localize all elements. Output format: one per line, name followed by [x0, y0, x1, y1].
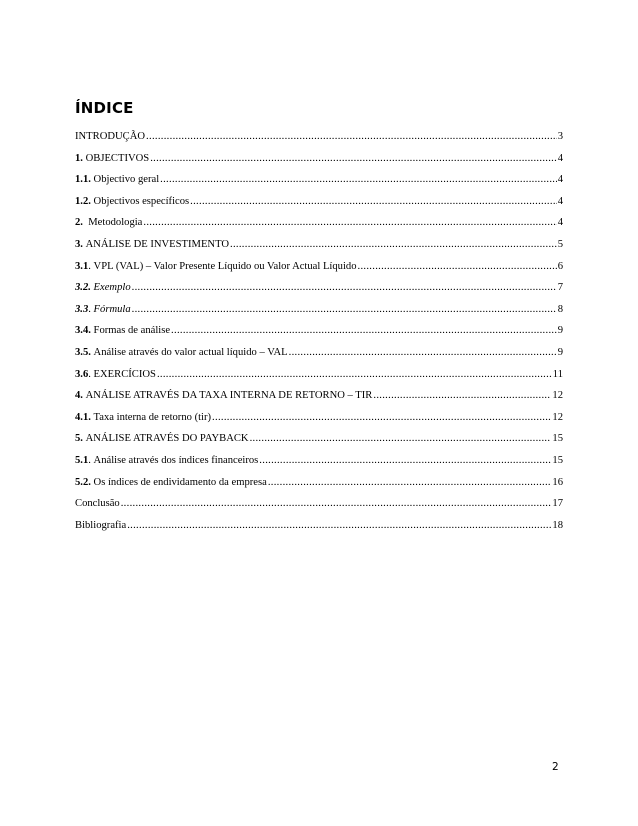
toc-entry[interactable] — [75, 345, 563, 367]
toc-entry[interactable] — [75, 280, 563, 302]
toc-dot-leader — [132, 280, 557, 296]
toc-entry-title: OBJECTIVOS — [85, 152, 150, 164]
toc-entry-title: ANÁLISE ATRAVÉS DO PAYBACK — [85, 433, 249, 445]
toc-dot-leader — [146, 129, 557, 145]
toc-entry-title: Objectivo geral — [93, 174, 160, 186]
toc-entry-page: 12 — [552, 390, 563, 402]
toc-entry-page: 5 — [557, 238, 563, 250]
toc-entry-title: INTRODUÇÃO — [75, 131, 146, 142]
toc-dot-leader — [171, 323, 557, 339]
toc-dot-leader — [373, 388, 551, 404]
toc-entry-number: 3.6 — [75, 368, 89, 380]
toc-entry-page: 4 — [557, 195, 563, 207]
toc-dot-leader — [143, 215, 556, 231]
toc-entry[interactable] — [75, 172, 563, 194]
toc-entry[interactable] — [75, 323, 563, 345]
toc-dot-leader — [127, 518, 551, 534]
toc-entry-title: Os índices de endividamento da empresa — [93, 476, 267, 488]
toc-entry-page: 11 — [552, 368, 563, 380]
toc-entry-title: Taxa interna de retorno (tir) — [93, 411, 212, 423]
toc-dot-leader — [160, 172, 557, 188]
toc-entry-separator: . — [88, 368, 94, 380]
toc-entry[interactable] — [75, 151, 563, 173]
toc-entry-page: 9 — [557, 346, 563, 358]
toc-entry-number: 1.1. — [75, 174, 91, 186]
toc-entry-number: 4.1. — [75, 411, 91, 423]
toc-entry-separator: . — [88, 260, 94, 272]
toc-entry[interactable] — [75, 194, 563, 216]
toc-entry-page: 9 — [557, 325, 563, 337]
toc-dot-leader — [157, 367, 552, 383]
toc-dot-leader — [268, 475, 552, 491]
toc-entry-title: Análise através dos índices financeiros — [93, 454, 259, 466]
toc-entry-page: 8 — [557, 303, 563, 315]
toc-entry[interactable] — [75, 215, 563, 237]
toc-entry[interactable] — [75, 302, 563, 324]
toc-entry-number: 1. — [75, 152, 83, 164]
toc-entry[interactable] — [75, 367, 563, 389]
toc-entry[interactable] — [75, 518, 563, 540]
toc-entry[interactable] — [75, 475, 563, 497]
toc-entry-page: 7 — [557, 282, 563, 294]
toc-entry-page: 4 — [557, 174, 563, 186]
toc-entry-title: Formas de análise — [93, 325, 171, 337]
toc-entry-number: 4. — [75, 390, 83, 402]
toc-entry-number: 3.2. — [75, 282, 91, 294]
toc-dot-leader — [259, 453, 551, 469]
toc-entry-page: 18 — [552, 519, 563, 531]
toc-entry-title: Fórmula — [93, 303, 131, 315]
toc-entry-title: Análise através do valor actual líquido – VAL — [93, 346, 288, 358]
toc-entry[interactable] — [75, 496, 563, 518]
toc-entry-title: Conclusão — [75, 498, 120, 510]
toc-entry-page: 12 — [552, 411, 563, 423]
toc-entry[interactable] — [75, 410, 563, 432]
toc-entry-separator: . — [88, 303, 94, 315]
toc-entry-title: EXERCÍCIOS — [93, 368, 156, 380]
toc-dot-leader — [132, 302, 557, 318]
toc-entry-number: 3.1 — [75, 260, 89, 272]
toc-entry-page: 17 — [552, 498, 563, 510]
toc-entry-number: 3.4. — [75, 325, 91, 337]
toc-entry-number: 3.3 — [75, 303, 89, 315]
toc-entry-page: 15 — [552, 454, 563, 466]
toc-entry-page: 6 — [557, 260, 563, 272]
toc-dot-leader — [190, 194, 557, 210]
toc-entry-page: 16 — [552, 476, 563, 488]
toc-entry-separator: . — [88, 454, 94, 466]
toc-entry-page: 15 — [552, 433, 563, 445]
toc-entry-title: Exemplo — [93, 282, 131, 294]
toc-entry-number: 5.2. — [75, 476, 91, 488]
toc-entry-page: 4 — [557, 217, 563, 229]
toc-entry-title: ANÁLISE DE INVESTIMENTO — [85, 238, 230, 250]
toc-dot-leader — [230, 237, 557, 253]
toc-entry-number: 2. — [75, 217, 83, 229]
toc-dot-leader — [150, 151, 557, 167]
toc-entry-title: Objectivos específicos — [93, 195, 190, 207]
toc-dot-leader — [289, 345, 557, 361]
toc-dot-leader — [121, 496, 552, 512]
toc-title: ÍNDICE — [75, 99, 134, 117]
toc-entry[interactable] — [75, 129, 563, 151]
table-of-contents — [75, 129, 563, 539]
page-number: 2 — [552, 761, 559, 773]
toc-entry-title: Metodologia — [88, 217, 143, 229]
toc-entry[interactable] — [75, 259, 563, 281]
toc-entry[interactable] — [75, 237, 563, 259]
toc-entry-title: Bibliografia — [75, 519, 127, 531]
toc-entry[interactable] — [75, 431, 563, 453]
toc-dot-leader — [250, 431, 552, 447]
toc-dot-leader — [358, 259, 557, 275]
toc-entry[interactable] — [75, 388, 563, 410]
toc-entry-number: 3. — [75, 238, 83, 250]
toc-dot-leader — [212, 410, 551, 426]
toc-entry-number: 1.2. — [75, 195, 91, 207]
toc-entry-number: 5.1 — [75, 454, 89, 466]
toc-entry-page: 3 — [557, 131, 563, 142]
toc-entry-title: VPL (VAL) – Valor Presente Líquido ou Valor Actual Líquido — [93, 260, 357, 272]
toc-entry-number: 3.5. — [75, 346, 91, 358]
toc-entry-number: 5. — [75, 433, 83, 445]
toc-entry-title: ANÁLISE ATRAVÉS DA TAXA INTERNA DE RETORNO – TIR — [85, 390, 373, 402]
toc-entry[interactable] — [75, 453, 563, 475]
toc-entry-page: 4 — [557, 152, 563, 164]
